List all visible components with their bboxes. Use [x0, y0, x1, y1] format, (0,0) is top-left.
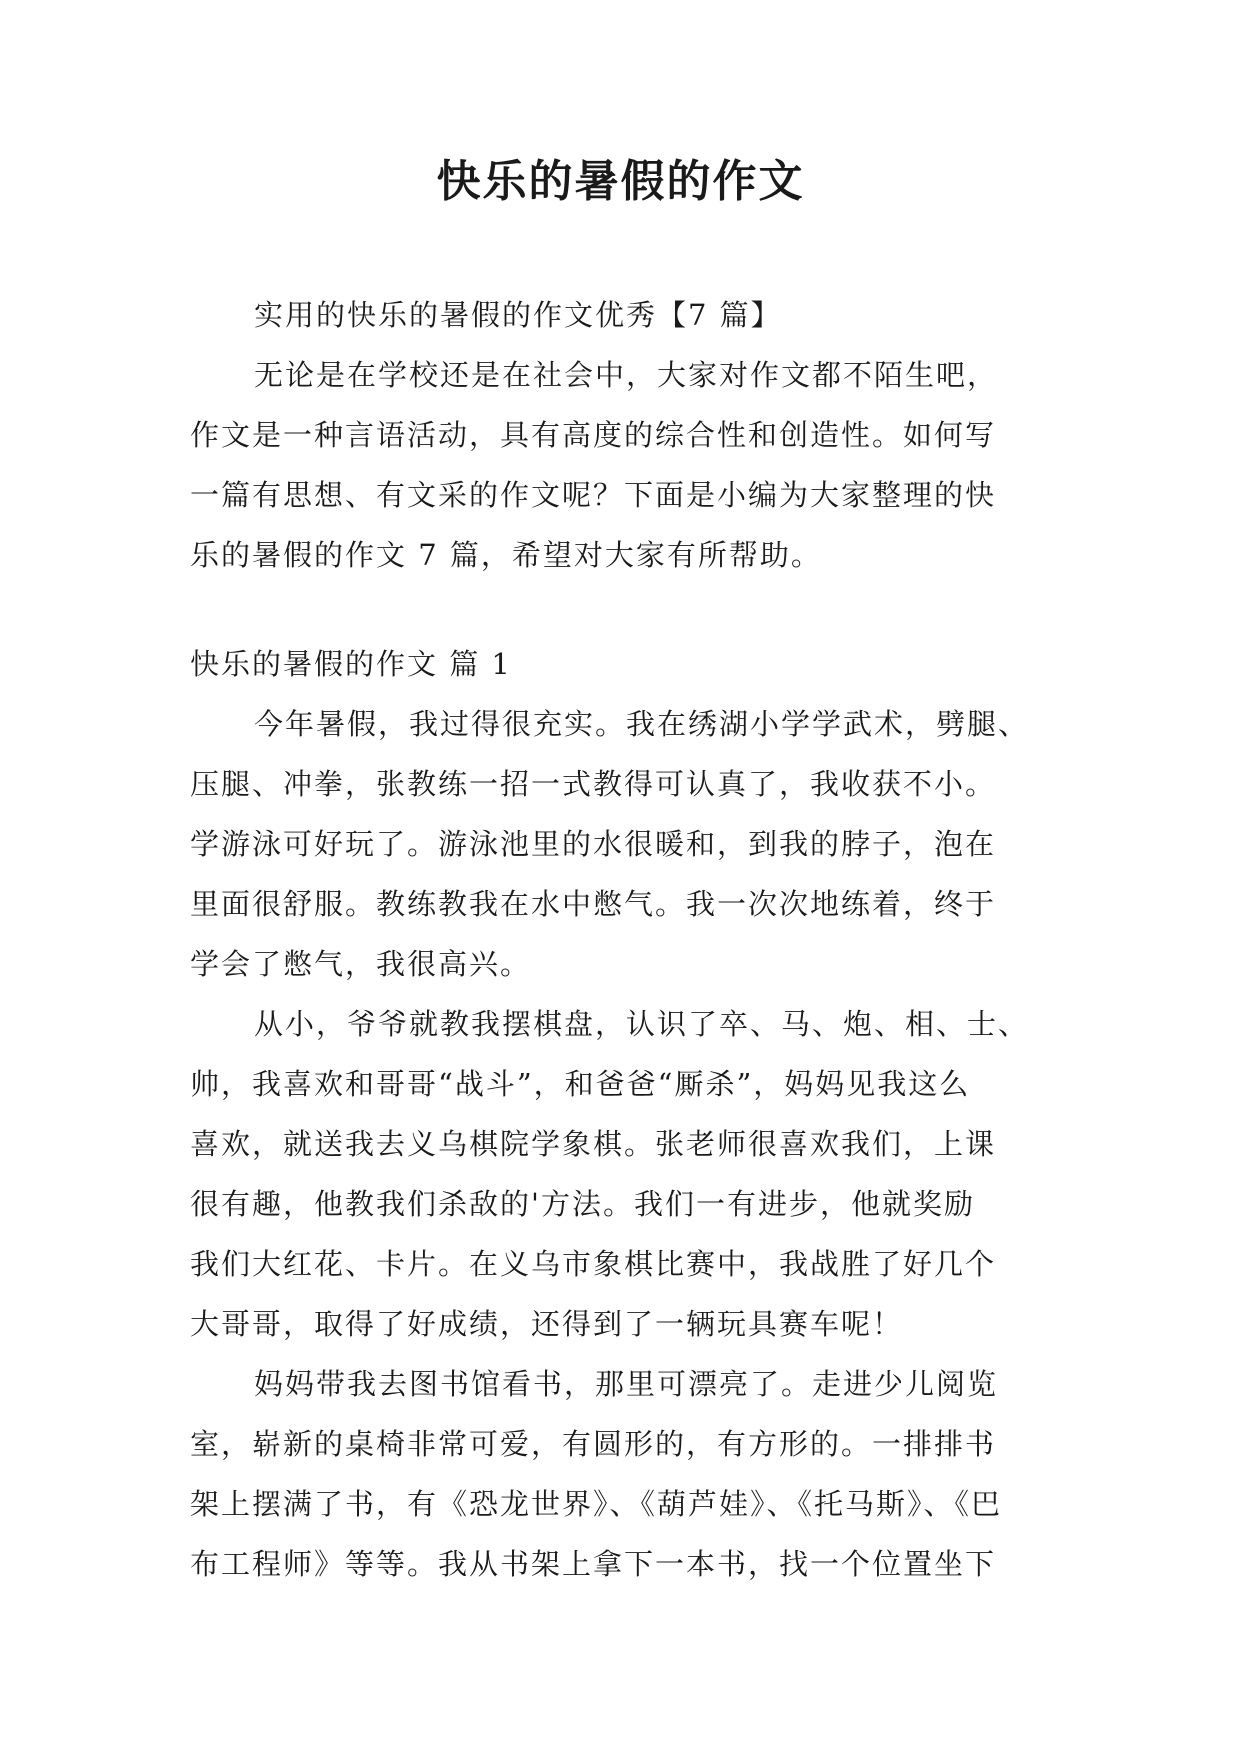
body-line: 压腿、冲拳，张教练一招一式教得可认真了，我收获不小。 [190, 767, 997, 801]
body-line: 学游泳可好玩了。游泳池里的水很暖和，到我的脖子，泡在 [190, 827, 997, 861]
body-line: 布工程师》等等。我从书架上拿下一本书，找一个位置坐下 [190, 1547, 997, 1581]
body-line: 帅，我喜欢和哥哥“战斗”，和爸爸“厮杀”，妈妈见我这么 [190, 1067, 971, 1101]
body-line: 很有趣，他教我们杀敌的'方法。我们一有进步，他就奖励 [190, 1187, 975, 1221]
intro-line: 作文是一种言语活动，具有高度的综合性和创造性。如何写 [190, 418, 997, 452]
intro-line: 一篇有思想、有文采的作文呢？下面是小编为大家整理的快 [190, 478, 997, 512]
intro-line: 无论是在学校还是在社会中，大家对作文都不陌生吧， [254, 358, 999, 392]
body-line: 室，崭新的桌椅非常可爱，有圆形的，有方形的。一排排书 [190, 1427, 997, 1461]
body-line: 喜欢，就送我去义乌棋院学象棋。张老师很喜欢我们，上课 [190, 1127, 997, 1161]
intro-line: 实用的快乐的暑假的作文优秀【7 篇】 [254, 298, 782, 332]
body-line: 从小，爷爷就教我摆棋盘，认识了卒、马、炮、相、士、 [254, 1007, 1030, 1041]
section-heading: 快乐的暑假的作文 篇 1 [190, 647, 512, 681]
body-line: 学会了憋气，我很高兴。 [190, 947, 532, 981]
body-line: 今年暑假，我过得很充实。我在绣湖小学学武术，劈腿、 [254, 707, 1030, 741]
body-line: 架上摆满了书，有《恐龙世界》、《葫芦娃》、《托马斯》、《巴 [190, 1487, 1003, 1521]
body-line: 妈妈带我去图书馆看书，那里可漂亮了。走进少儿阅览 [254, 1367, 999, 1401]
section-body [190, 694, 1060, 1594]
body-line: 我们大红花、卡片。在义乌市象棋比赛中，我战胜了好几个 [190, 1247, 997, 1281]
document-title: 快乐的暑假的作文 [436, 156, 805, 207]
body-line: 里面很舒服。教练教我在水中憋气。我一次次地练着，终于 [190, 887, 997, 921]
body-line: 大哥哥，取得了好成绩，还得到了一辆玩具赛车呢！ [190, 1307, 904, 1341]
intro-line: 乐的暑假的作文 7 篇，希望对大家有所帮助。 [190, 538, 822, 572]
intro-block [190, 285, 1060, 585]
